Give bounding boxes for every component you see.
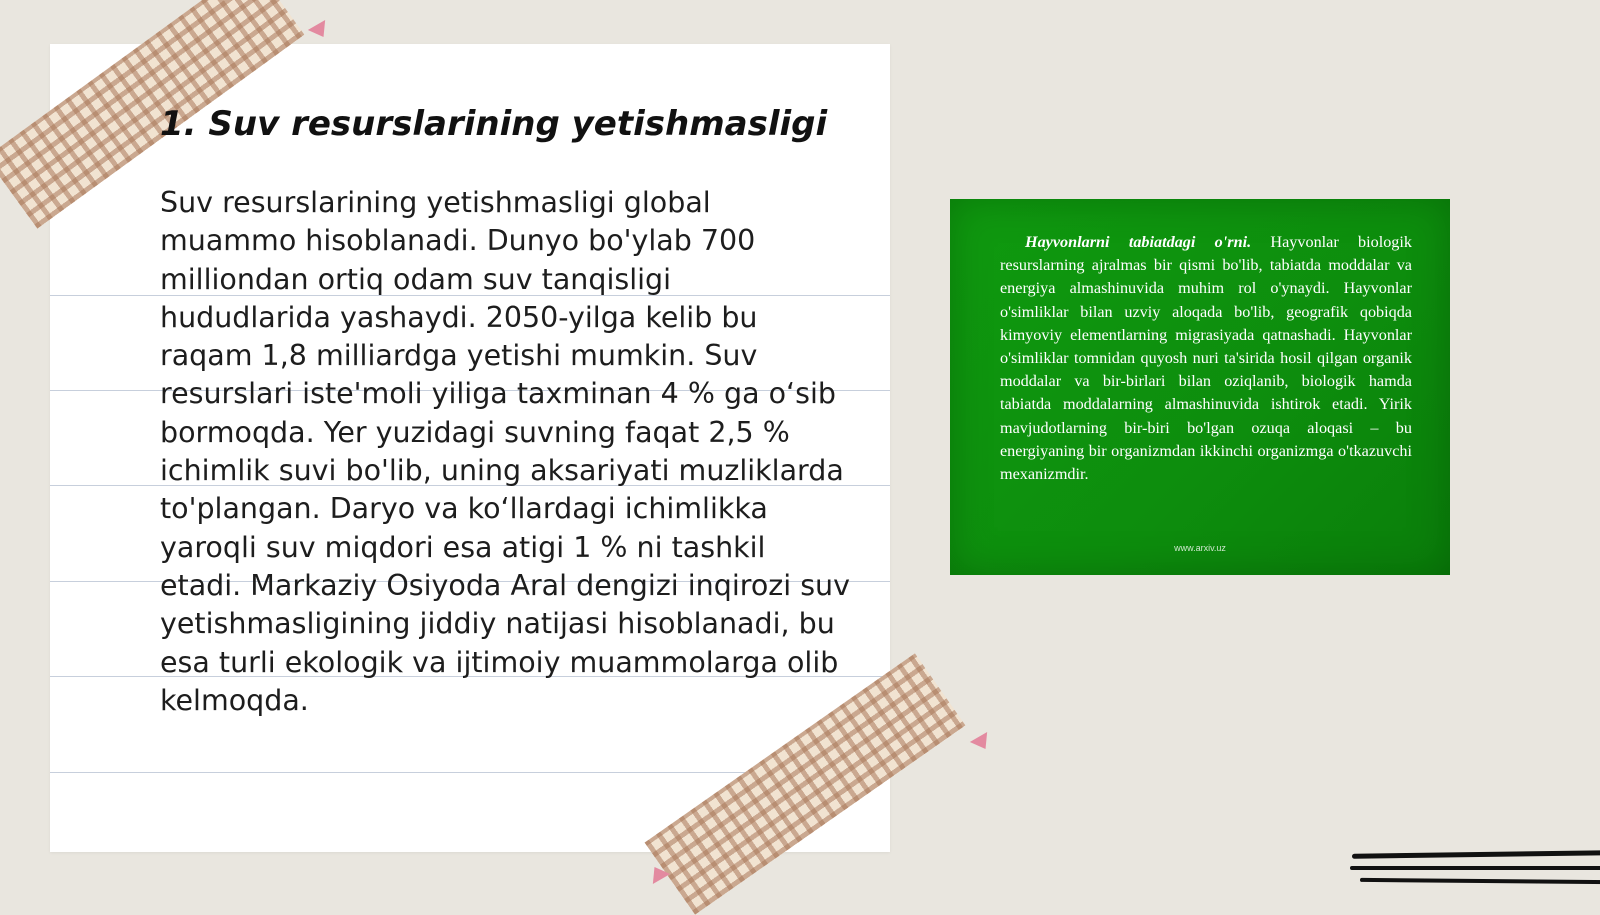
card-source-url: www.arxiv.uz <box>1174 543 1226 553</box>
slide-body-text: Suv resurslarining yetishmasligi global muammo hisoblanadi. Dunyo bo'ylab 700 milliondan ortiq odam suv tanqisligi hududlarida yashaydi. 2050-yilga kelib bu raqam 1,8 milliardga yetishi mumkin. Suv resurslari iste'moli yiliga taxminan 4 % ga o‘sib bormoqda. Yer yuzidagi suvning faqat 2,5 % ichimlik suvi bo'lib, uning aksariyati muzliklarda to'plangan. Daryo va ko‘llardagi ichimlikka yaroqli suv miqdori esa atigi 1 % ni tashkil etadi. Markaziy Osiyoda Aral dengizi inqirozi suv yetishmasligining jiddiy natijasi hisoblanadi, bu esa turli ekologik va ijtimoiy muammolarga olib kelmoqda. <box>160 186 850 717</box>
decorative-pin-bottom-right <box>970 732 994 754</box>
decorative-brush-stroke <box>1352 850 1600 859</box>
card-paragraph <box>1000 231 1412 486</box>
card-lead: Hayvonlarni tabiatdagi o'rni. <box>1025 233 1252 251</box>
decorative-brush-stroke <box>1350 866 1600 870</box>
decorative-brush-stroke <box>1360 878 1600 884</box>
decorative-pin-top <box>308 20 332 42</box>
slide-title: 1. Suv resurslarining yetishmasligi <box>160 104 828 144</box>
card-body: Hayvonlar biologik resurslarning ajralmas bir qismi bo'lib, tabiatda moddalar va energiya almashinuvida muhim rol o'ynaydi. Hayvonlar o'simliklar bilan uzviy aloqada bo'lib, geografik qobiqda kimyoviy elementlarning migrasiyada qatnashadi. Hayvonlar o'simliklar tomnidan quyosh nuri ta'sirida hosil qilgan organik moddalar va bir-birlari bilan oziqlanib, biologik hamda tabiatda moddalarning almashinuvida ishtirok etadi. Yirik mavjudotlarning bir-biri bo'lgan ozuqa aloqasi – bu energiyaning bir organizmdan ikkinchi organizmga o'tkazuvchi mexanizmdir. <box>1000 233 1412 484</box>
green-text-image <box>950 199 1450 575</box>
